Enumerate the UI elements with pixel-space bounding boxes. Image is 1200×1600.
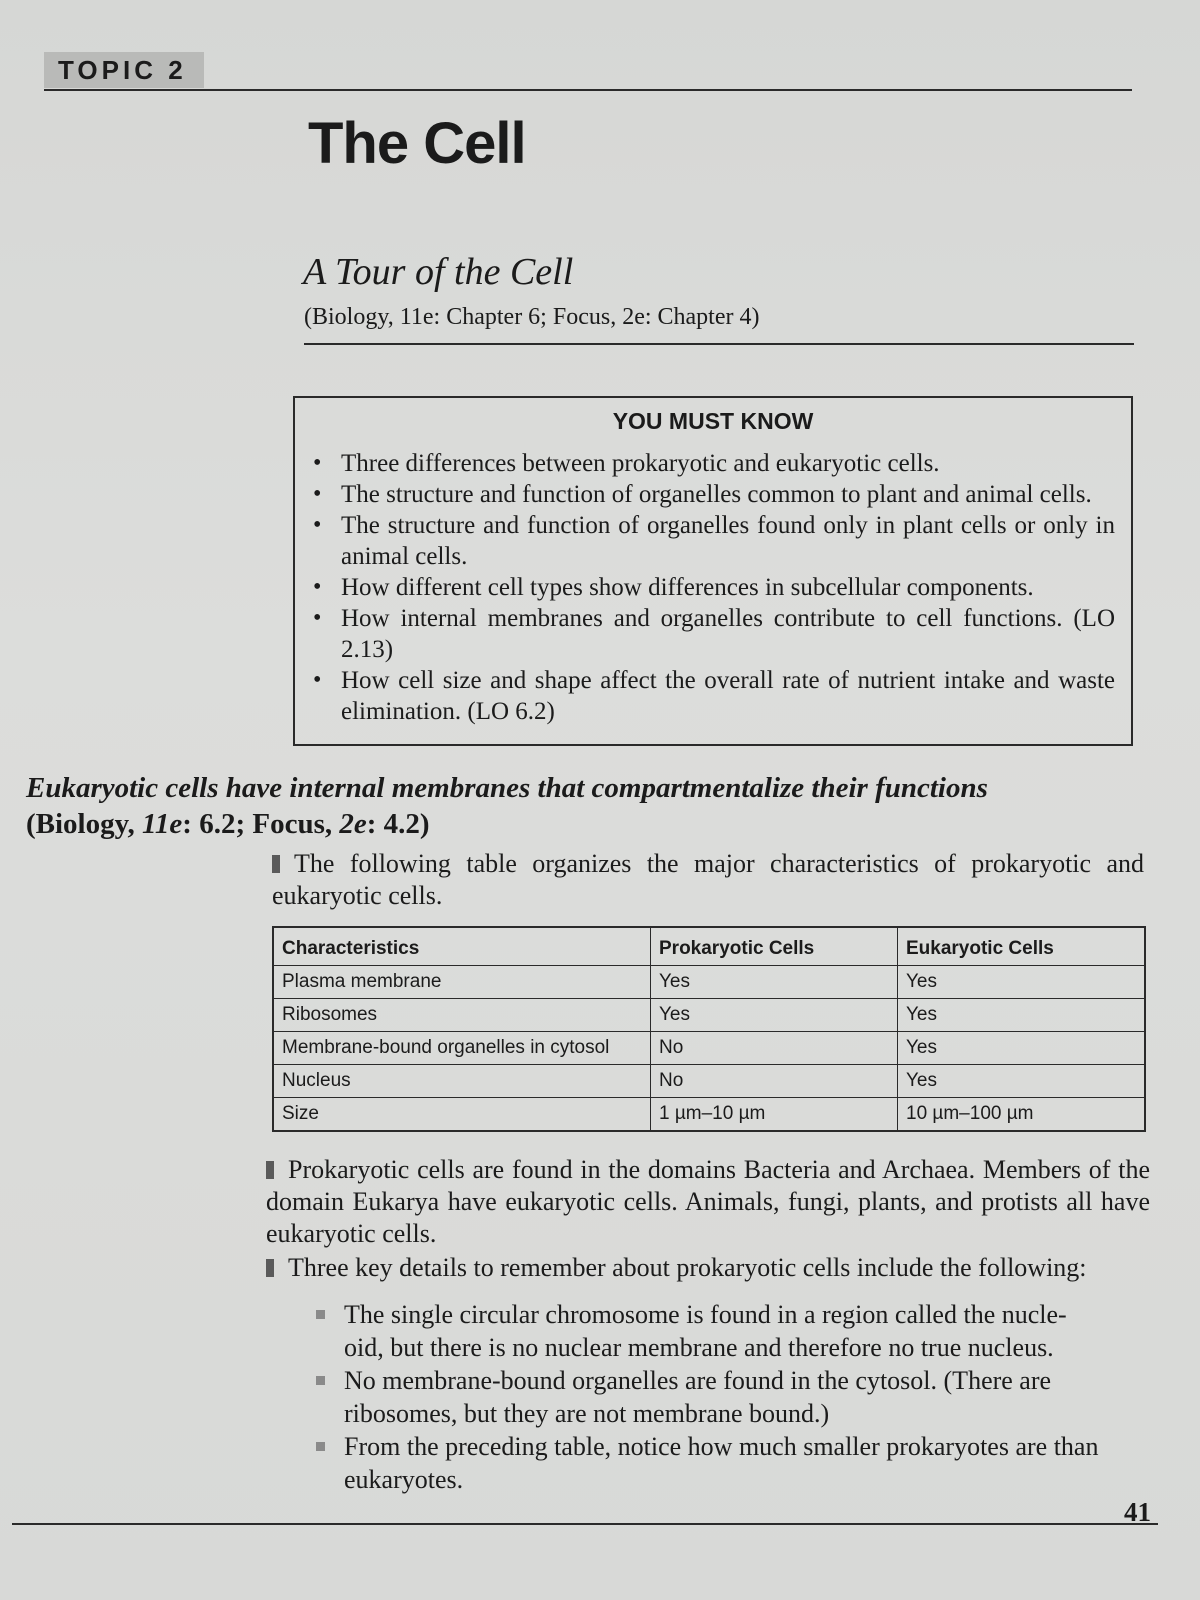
section-heading-ref-e: : 4.2) <box>366 808 430 840</box>
table-cell: 10 µm–100 µm <box>898 1098 1146 1132</box>
section-heading-ref-d: 2e <box>339 808 367 840</box>
must-know-heading: YOU MUST KNOW <box>612 408 814 434</box>
table-cell: Nucleus <box>273 1065 651 1098</box>
square-bullet-icon <box>266 1161 274 1179</box>
table-row <box>273 1098 1145 1132</box>
must-know-item: • The structure and function of organelles common to plant and animal cells. <box>307 479 1115 510</box>
table-row <box>273 1065 1145 1098</box>
list-item-text: From the preceding table, notice how much smaller prokaryotes are than eukaryotes. <box>344 1432 1099 1494</box>
must-know-item: • How different cell types show differences in subcellular components. <box>307 572 1115 603</box>
bottom-rule <box>12 1523 1158 1525</box>
section-heading-title: Eukaryotic cells have internal membranes that compartmentalize their functions <box>26 772 988 804</box>
table-cell: Membrane-bound organelles in cytosol <box>273 1032 651 1065</box>
section-heading-ref-a: (Biology, <box>26 808 143 840</box>
list-item <box>316 1364 1106 1430</box>
table-header-cell: Characteristics <box>273 927 651 966</box>
table-cell: Size <box>282 1103 319 1124</box>
table-cell: Yes <box>651 966 898 999</box>
table-cell: No <box>651 1065 898 1098</box>
table-row <box>273 999 1145 1032</box>
chapter-reference: (Biology, 11e: Chapter 6; Focus, 2e: Chapter 4) <box>304 304 760 330</box>
top-rule <box>44 89 1132 91</box>
must-know-item: • The structure and function of organelles found only in plant cells or only in animal cells. <box>307 510 1115 572</box>
table-cell: Yes <box>898 1065 1146 1098</box>
square-bullet-icon <box>266 1259 274 1277</box>
section-heading-ref-c: : 6.2; Focus, <box>182 808 340 840</box>
square-bullet-icon <box>272 855 280 873</box>
key-details-text: Three key details to remember about prokaryotic cells include the following: <box>288 1253 1087 1282</box>
table-cell: No <box>651 1032 898 1065</box>
key-details-paragraph <box>266 1252 1150 1284</box>
table-cell: Yes <box>651 999 898 1032</box>
section-heading <box>26 770 1136 842</box>
square-bullet-icon <box>316 1376 325 1385</box>
square-bullet-icon <box>316 1442 325 1451</box>
domains-text: Prokaryotic cells are found in the domains Bacteria and Archaea. Members of the domain Eukarya have eukaryotic cells. Animals, fungi, plants, and protists all have eukaryotic cells. <box>266 1155 1150 1248</box>
topic-label: TOPIC 2 <box>44 52 204 88</box>
table-cell: Plasma membrane <box>273 966 651 999</box>
table-row <box>273 1032 1145 1065</box>
table-cell: Yes <box>898 999 1146 1032</box>
must-know-item: • How cell size and shape affect the overall rate of nutrient intake and waste elimination. (LO 6.2) <box>307 665 1115 727</box>
table-cell: Yes <box>898 966 1146 999</box>
must-know-list <box>307 448 1115 727</box>
section-heading-ref-b: 11e <box>142 808 183 840</box>
table-row <box>273 966 1145 999</box>
table-header-cell: Eukaryotic Cells <box>898 927 1146 966</box>
must-know-item: • Three differences between prokaryotic and eukaryotic cells. <box>307 448 1115 479</box>
table-cell: 1 µm–10 µm <box>651 1098 898 1132</box>
table-cell: Ribosomes <box>273 999 651 1032</box>
list-item-text: The single circular chromosome is found in a region called the nucle-oid, but there is no nuclear membrane and therefore no true nucleus. <box>344 1300 1067 1362</box>
intro-text: The following table organizes the major characteristics of prokaryotic and eukaryotic cells. <box>272 849 1144 910</box>
must-know-box <box>293 396 1133 746</box>
table-header-cell: Prokaryotic Cells <box>651 927 898 966</box>
page-number: 41 <box>1124 1497 1151 1527</box>
must-know-item: • How internal membranes and organelles contribute to cell functions. (LO 2.13) <box>307 603 1115 665</box>
square-bullet-icon <box>316 1310 325 1319</box>
page-title: The Cell <box>308 111 526 176</box>
prokaryote-details-list <box>316 1298 1106 1496</box>
list-item <box>316 1430 1106 1496</box>
list-item-text: No membrane-bound organelles are found in the cytosol. (There are ribosomes, but they are not membrane bound.) <box>344 1366 1052 1428</box>
table-header-row <box>273 927 1145 966</box>
table-cell: Yes <box>898 1032 1146 1065</box>
list-item <box>316 1298 1106 1364</box>
cell-comparison-table <box>272 926 1146 1132</box>
domains-paragraph <box>266 1154 1150 1250</box>
reference-rule <box>304 343 1134 345</box>
intro-paragraph <box>272 848 1144 912</box>
chapter-subtitle: A Tour of the Cell <box>303 251 574 293</box>
